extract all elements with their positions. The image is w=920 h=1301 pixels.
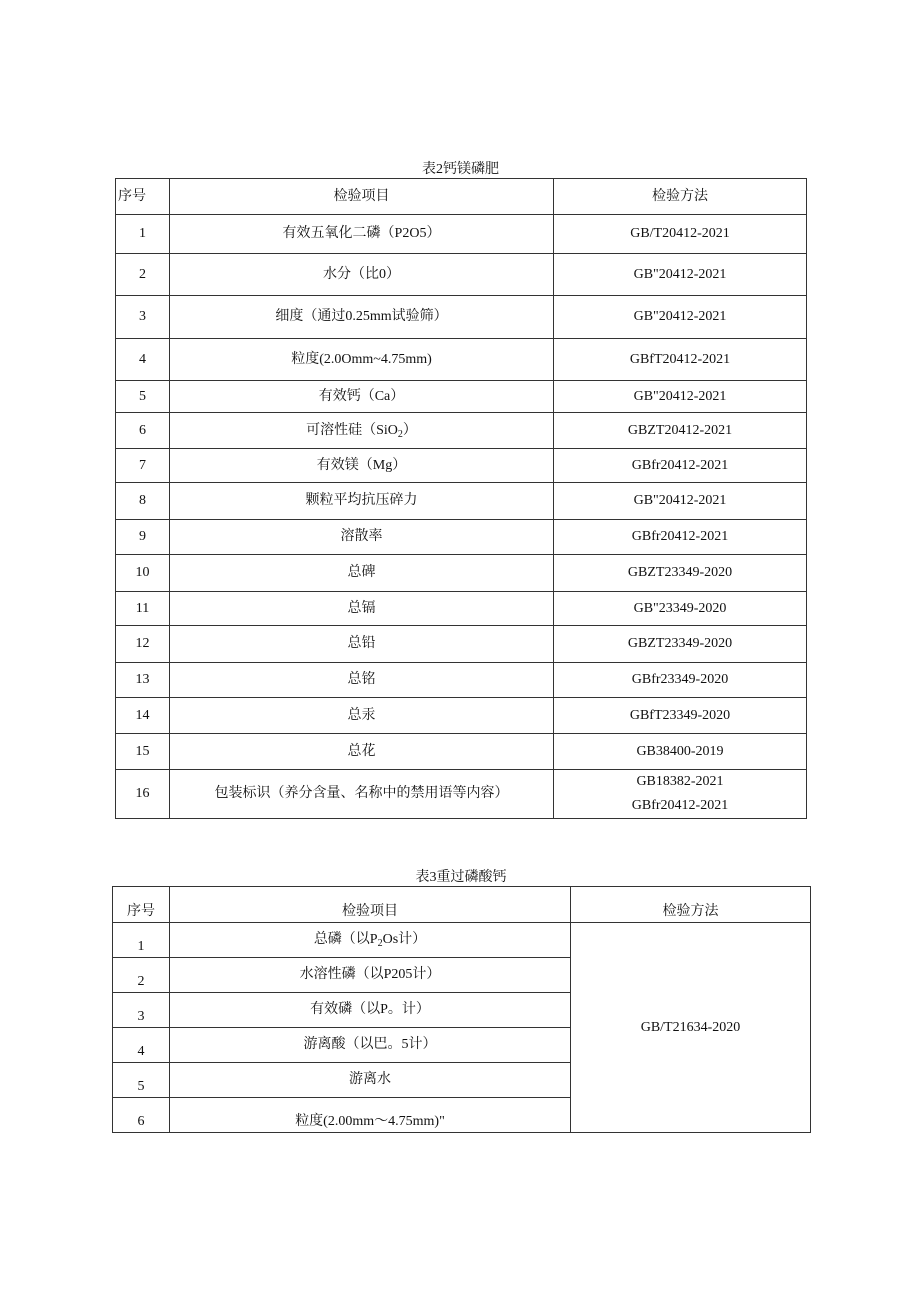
- header-method: 检验方法: [571, 887, 811, 923]
- method-line: GBfr20412-2021: [631, 798, 729, 813]
- row-no: 4: [116, 339, 170, 381]
- table-row: [116, 483, 807, 520]
- row-method: GB"20412-2021: [554, 381, 807, 413]
- row-no: 2: [116, 254, 170, 296]
- table-header-row: [116, 179, 807, 215]
- row-method: GB"23349-2020: [554, 592, 807, 626]
- row-no: 1: [116, 215, 170, 254]
- header-no: 序号: [113, 887, 170, 923]
- table-row: [116, 296, 807, 339]
- row-item: 溶散率: [170, 520, 554, 555]
- row-item: 总铭: [170, 663, 554, 698]
- table-row: [116, 449, 807, 483]
- table-row: [116, 770, 807, 819]
- row-no: 2: [113, 958, 170, 993]
- table-calcium-magnesium-phosphate: [115, 178, 807, 819]
- row-item: 总铅: [170, 626, 554, 663]
- item-text: ）: [402, 422, 417, 438]
- row-method: GB"20412-2021: [554, 296, 807, 339]
- row-method: GBZT23349-2020: [554, 626, 807, 663]
- item-text: 可溶性硅（SiO: [306, 422, 398, 438]
- row-method: GBfT20412-2021: [554, 339, 807, 381]
- table-header-row: [113, 887, 811, 923]
- row-no: 13: [116, 663, 170, 698]
- method-line: GB18382-2021: [636, 774, 724, 789]
- row-no: 1: [113, 923, 170, 958]
- row-method: GB/T20412-2021: [554, 215, 807, 254]
- table-row: [116, 381, 807, 413]
- table-row: [116, 339, 807, 381]
- row-item: 总汞: [170, 698, 554, 734]
- row-no: 9: [116, 520, 170, 555]
- header-no: 序号: [116, 179, 170, 215]
- row-no: 11: [116, 592, 170, 626]
- table-row: [116, 734, 807, 770]
- row-item: 细度（通过0.25mm试验筛）: [170, 296, 554, 339]
- row-item: 总花: [170, 734, 554, 770]
- row-no: 14: [116, 698, 170, 734]
- row-method: GBZT20412-2021: [554, 413, 807, 449]
- row-item: 颗粒平均抗压碎力: [170, 483, 554, 520]
- header-item: 检验项目: [170, 179, 554, 215]
- row-item: 总碑: [170, 555, 554, 592]
- row-item: 游离水: [170, 1063, 571, 1098]
- row-method: GB"20412-2021: [554, 254, 807, 296]
- row-no: 3: [116, 296, 170, 339]
- table2-caption: 表2钙镁磷肥: [422, 162, 499, 177]
- row-no: 8: [116, 483, 170, 520]
- row-item: 总镉: [170, 592, 554, 626]
- row-item: [170, 923, 571, 958]
- row-no: 16: [116, 770, 170, 819]
- row-method: GB"20412-2021: [554, 483, 807, 520]
- row-item: 水溶性磷（以P205计）: [170, 958, 571, 993]
- row-method: GBfr20412-2021: [554, 520, 807, 555]
- table-row: [116, 663, 807, 698]
- row-method: GBfr20412-2021: [554, 449, 807, 483]
- row-no: 6: [116, 413, 170, 449]
- row-item: 水分（比0）: [170, 254, 554, 296]
- table-row: [116, 698, 807, 734]
- table-row: [116, 215, 807, 254]
- subscript: 2: [397, 428, 403, 440]
- row-method: GB38400-2019: [554, 734, 807, 770]
- item-text: Os计）: [382, 932, 427, 947]
- row-no: 5: [113, 1063, 170, 1098]
- row-method: GBfT23349-2020: [554, 698, 807, 734]
- row-no: 4: [113, 1028, 170, 1063]
- item-text: 总磷（以P: [313, 932, 378, 947]
- row-method: GBfr23349-2020: [554, 663, 807, 698]
- row-item: 游离酸（以巴。5计）: [170, 1028, 571, 1063]
- row-method: [554, 770, 807, 819]
- table-triple-superphosphate: [112, 886, 811, 1133]
- table-row: [116, 413, 807, 449]
- header-method: 检验方法: [554, 179, 807, 215]
- table-row: [116, 555, 807, 592]
- row-item: 有效磷（以P。计）: [170, 993, 571, 1028]
- row-item: 有效钙（Ca）: [170, 381, 554, 413]
- table-row: [116, 520, 807, 555]
- row-no: 6: [113, 1098, 170, 1133]
- row-no: 12: [116, 626, 170, 663]
- row-item: 粒度(2.0Omm~4.75mm): [170, 339, 554, 381]
- row-item: 有效五氧化二磷（P2O5）: [170, 215, 554, 254]
- table-row: [116, 592, 807, 626]
- row-item: [170, 413, 554, 449]
- row-item: 粒度(2.00mm～4.75mm)": [170, 1098, 571, 1133]
- subscript: 2: [377, 938, 383, 949]
- table3-caption: 表3重过磷酸钙: [415, 870, 507, 885]
- row-no: 15: [116, 734, 170, 770]
- row-method: GBZT23349-2020: [554, 555, 807, 592]
- row-no: 7: [116, 449, 170, 483]
- table-row: [116, 254, 807, 296]
- row-no: 3: [113, 993, 170, 1028]
- row-no: 10: [116, 555, 170, 592]
- row-item: 有效镁（Mg）: [170, 449, 554, 483]
- row-no: 5: [116, 381, 170, 413]
- table-row: [113, 923, 811, 958]
- table-row: [116, 626, 807, 663]
- row-item: 包装标识（养分含量、名称中的禁用语等内容）: [170, 770, 554, 819]
- shared-method: GB/T21634-2020: [571, 923, 811, 1133]
- header-item: 检验项目: [170, 887, 571, 923]
